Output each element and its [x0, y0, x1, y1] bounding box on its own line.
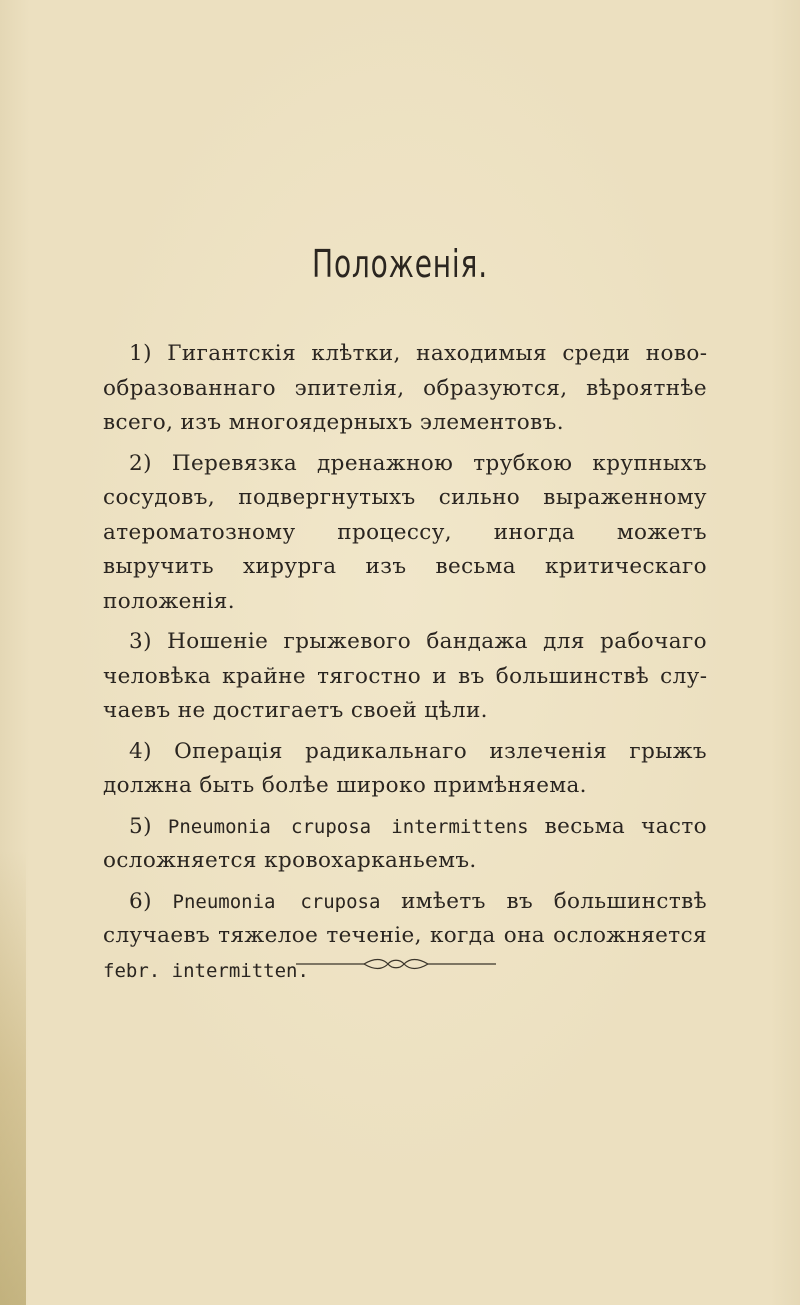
thesis-4: 4) Операція радикальнаго излеченія грыжъ должна быть болѣе широко примѣняема.: [103, 738, 707, 798]
thesis-2: 2) Перевязка дренажною трубкою крупныхъ сосудовъ, подвергнутыхъ сильно выраженному атероматозному процессу, иногда можетъ выручить хирурга изъ весьма критическаго положенія.: [103, 450, 707, 614]
thesis-1: 1) Гигантскія клѣтки, находимыя среди новообразованнаго эпителія, образуются, вѣроятнѣе всего, изъ многоядерныхъ элементовъ.: [103, 341, 707, 435]
thesis-5-rest: весьма часто осложняется кровохарканьемъ.: [103, 813, 707, 873]
thesis-6-latin-term: Pneumonia cruposa: [172, 890, 381, 913]
theses-text: [103, 337, 707, 994]
thesis-6-latin-term-2: febr. intermitten.: [103, 959, 309, 982]
page-title: Положенія.: [312, 242, 488, 286]
thesis-5: [103, 810, 707, 879]
thesis-5-number: 5): [129, 813, 168, 839]
thesis-6: [103, 885, 707, 989]
page-edge-stain: [0, 850, 26, 1305]
ornament-divider: [296, 956, 496, 972]
thesis-6-number: 6): [129, 888, 173, 914]
thesis-6-middle: имѣетъ въ большинствѣ случаевъ тяжелое теченіе, когда она осложняется: [103, 888, 707, 948]
thesis-3: 3) Ношеніе грыжевого бандажа для рабочаго человѣка крайне тягостно и въ большинствѣ случаевъ не достигаетъ своей цѣли.: [103, 629, 707, 723]
thesis-5-latin-term: Pneumonia cruposa intermittens: [167, 815, 529, 838]
